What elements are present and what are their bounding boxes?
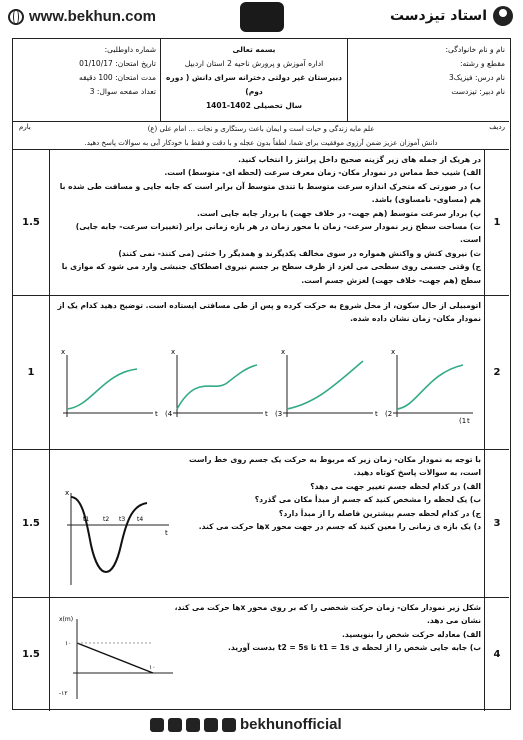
candidate-number: شماره داوطلبی: [104, 45, 156, 54]
axis-t: t [375, 410, 378, 418]
graph-label: (1 [459, 417, 467, 425]
question-text [173, 453, 481, 533]
question-row [13, 295, 509, 450]
linear-position-graph [57, 613, 177, 703]
school-name: دبیرستان غیر دولتی دخترانه سرای دانش ( دوره دوم) [165, 73, 343, 96]
q-line: الف) شیب خط مماس در نمودار مکان- زمان معرف سرعت (لحظه ای- متوسط) است. [164, 168, 481, 178]
q-line: اتومبیلی از حال سکون، از محل شروع به حرکت کرده و پس از طی مسافتی ایستاده است. توضیح دهید کدام یک از نمودار مکان- زمان نشان داده شده. [57, 301, 481, 324]
q-line: ب) جابه جایی شخص را از لحظه ی t1 = 1s تا t2 = 5s بدست آورید. [227, 643, 481, 653]
instagram-icon[interactable] [150, 718, 164, 732]
page-count: تعداد صفحه سوال: 3 [89, 87, 156, 96]
q-line: ث) نیروی کنش و واکنش همواره در سوی مخالف یکدیگرند و همدیگر را خنثی (می کنند- نمی کنند) [118, 248, 481, 258]
header-right [347, 39, 509, 121]
q-line: ج) وقتی جسمی روی سطحی می لغزد از طرف سطح بر جسم نیروی اصطکاک جنبشی وارد می شود که موازی با سطح (هم جهت- خلاف جهت) لغزش جسم است. [61, 262, 481, 285]
footer-bar [0, 712, 523, 740]
teacher-field: نام دبیر: تیزدست [451, 87, 505, 96]
q-line: ت) مساحت سطح زیر نمودار سرعت- زمان با محور زمان در هر بازه زمانی برابر (تغییرات سرعت- جابه جایی) است. [75, 222, 481, 245]
tick-t1: t1 [83, 516, 90, 523]
question-score: 1.5 [13, 149, 50, 295]
q-line: پ) بردار سرعت متوسط (هم جهت- در خلاف جهت) با بردار جابه جایی است. [197, 208, 481, 218]
academic-year: سال تحصیلی 1402-1401 [205, 101, 303, 110]
education-office: اداره آموزش و پرورش ناحیه 2 استان اردبیل [184, 59, 324, 68]
student-name: نام و نام خانوادگی: [445, 45, 505, 54]
axis-x: x [281, 348, 286, 356]
grade-field: مقطع و رشته: [459, 59, 505, 68]
motto-row [13, 121, 509, 150]
question-number: 4 [484, 597, 509, 711]
teacher-text: استاد تیزدست [389, 8, 487, 24]
axis-t: t [165, 529, 168, 537]
row-label: ردیف [489, 123, 505, 131]
x-tick: ۱۰ [149, 664, 156, 671]
social-links [150, 718, 236, 732]
axis-t: t [467, 417, 470, 425]
question-text [53, 299, 481, 326]
question-number: 3 [484, 449, 509, 597]
axis-x: x [391, 348, 396, 356]
question-row [13, 449, 509, 598]
teacher-name [390, 6, 513, 26]
y-axis-label: x(m) [59, 616, 74, 623]
axis-x: x [61, 348, 66, 356]
instructions: دانش آموزان عزیز ضمن آرزوی موفقیت برای شما، لطفاً بدون عجله و با دقت و فقط با خودکار آبی به سوالات پاسخ دهید. [84, 139, 438, 147]
user-icon [493, 6, 513, 26]
axis-x: x [171, 348, 176, 356]
question-text [173, 601, 481, 655]
exam-header [13, 39, 509, 122]
graph-1 [391, 348, 473, 425]
axis-t: t [265, 410, 268, 418]
axis-x: x [65, 489, 70, 497]
exam-sheet [12, 38, 511, 710]
graph-label: (3 [275, 410, 283, 418]
exam-duration: مدت امتحان: 100 دقیقه [78, 73, 156, 82]
graph-label: (2 [385, 410, 393, 418]
motion-graphs [57, 343, 477, 429]
score-label: بارم [19, 123, 31, 131]
question-text [53, 153, 481, 287]
graph-label: (4 [165, 410, 173, 418]
tick-t2: t2 [103, 516, 110, 523]
graph-3 [171, 348, 282, 418]
question-number: 2 [484, 295, 509, 449]
aparat-icon[interactable] [168, 718, 182, 732]
site-text: www.bekhun.com [29, 8, 156, 25]
q-line: الف) در کدام لحظه جسم تغییر جهت می دهد؟ [310, 481, 481, 491]
tick-t3: t3 [119, 516, 126, 523]
subject-name: نام درس: فیزیک3 [449, 73, 505, 82]
whatsapp-icon[interactable] [222, 718, 236, 732]
q-line: د) یک بازه ی زمانی را معین کنید که جسم در جهت محور xها حرکت می کند. [198, 522, 481, 532]
globe-icon [8, 9, 24, 25]
axis-t: t [155, 410, 158, 418]
graph-2 [281, 348, 392, 418]
q-line: ج) در کدام لحظه جسم بیشترین فاصله را از مبدأ دارد؟ [278, 508, 481, 518]
q-line: ب) در صورتی که متحرک اندازه سرعت متوسط با تندی متوسط آن برابر است که جابه جایی و مسافت طی شده با هم (مساوی- نامساوی) باشد. [59, 181, 481, 205]
youtube-icon[interactable] [186, 718, 200, 732]
header-center [161, 39, 347, 121]
q-line: با توجه به نمودار مکان- زمان زیر که مربوط به حرکت یک جسم روی خط راست است، به سوالات پاسخ کوتاه دهید. [188, 455, 481, 478]
social-handle[interactable]: bekhunofficial [240, 716, 342, 733]
position-time-graph [57, 485, 175, 589]
q-line: الف) معادله حرکت شخص را بنویسید. [342, 629, 481, 639]
q-line: ب) یک لحظه را مشخص کنید که جسم از مبدأ مکان می گذرد؟ [254, 495, 481, 505]
brand-logo [240, 2, 284, 32]
motto-quote: علم مایه زندگی و حیات است و ایمان باعث رستگاری و نجات ... امام علی (ع) [147, 125, 375, 133]
exam-date: تاریخ امتحان: 01/10/17 [79, 59, 156, 68]
header-left [13, 39, 161, 121]
q-line: شکل زیر نمودار مکان- زمان حرکت شخصی را که بر روی محور xها حرکت می کند، نشان می دهد. [174, 603, 481, 626]
y-tick-bottom: -۱۲ [59, 690, 68, 697]
telegram-icon[interactable] [204, 718, 218, 732]
graph-set [57, 343, 477, 425]
q-line: در هریک از جمله های زیر گزینه صحیح داخل پرانتز را انتخاب کنید. [238, 155, 481, 164]
bismillah: بسمه تعالی [232, 45, 276, 54]
question-row [13, 149, 509, 296]
tick-t4: t4 [137, 516, 144, 523]
question-score: 1.5 [13, 597, 50, 711]
site-url[interactable] [8, 8, 156, 25]
top-bar [0, 0, 523, 36]
question-row [13, 597, 509, 711]
question-score: 1.5 [13, 449, 50, 597]
question-number: 1 [484, 149, 509, 295]
graph-4 [61, 348, 176, 418]
y-tick-top: ۱۰ [65, 640, 72, 647]
question-score: 1 [13, 295, 50, 449]
